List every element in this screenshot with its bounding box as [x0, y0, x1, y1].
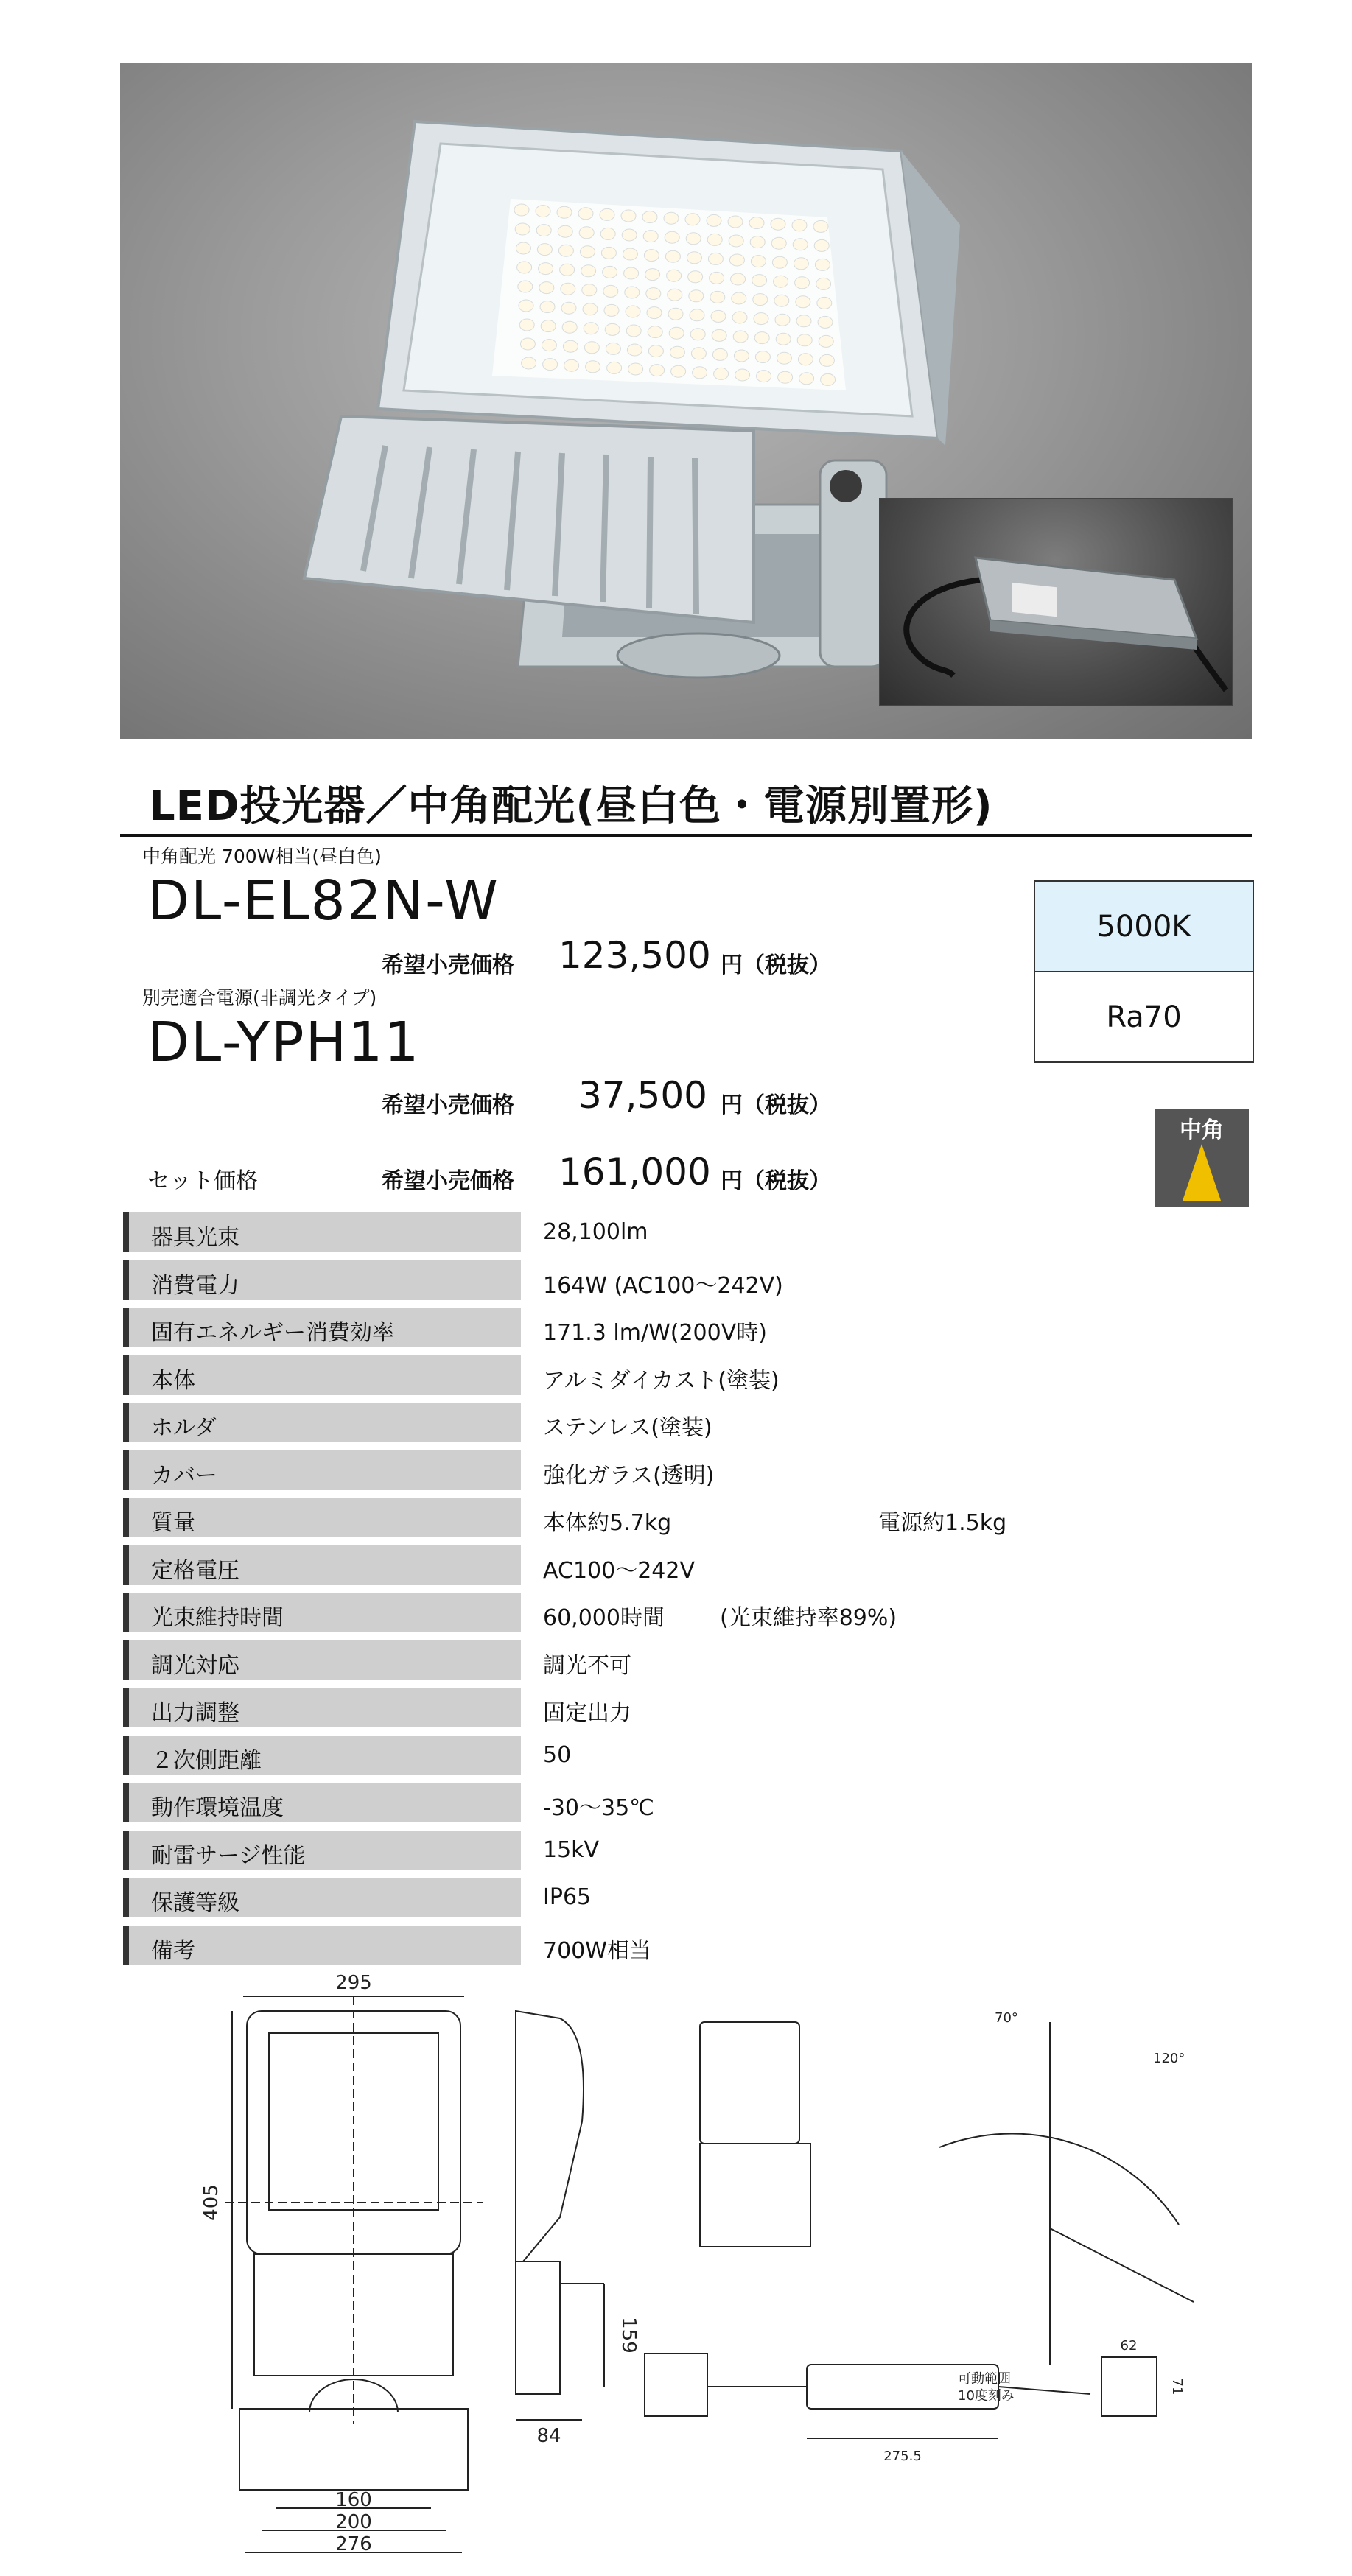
- led-chip: [693, 367, 707, 379]
- led-chip: [687, 252, 701, 264]
- led-chip: [518, 281, 533, 292]
- dim-height-405: 405: [200, 2184, 223, 2221]
- led-chip: [668, 289, 682, 301]
- led-chip: [733, 331, 748, 343]
- spec-row: [123, 1355, 1302, 1395]
- power-model-number: DL-YPH11: [147, 1011, 421, 1074]
- led-chip: [646, 288, 661, 300]
- led-chip: [732, 292, 746, 304]
- led-chip: [754, 313, 768, 325]
- angle-120-label: 120°: [1153, 2051, 1185, 2066]
- led-chip: [626, 306, 640, 317]
- led-chip: [536, 206, 550, 217]
- spec-value: 強化ガラス(透明): [543, 1462, 715, 1489]
- spec-row: [123, 1593, 1302, 1632]
- power-model-caption: 別売適合電源(非調光タイプ): [142, 987, 377, 1008]
- spec-row: [123, 1403, 1302, 1442]
- led-chip: [691, 348, 706, 359]
- led-chip: [734, 350, 749, 362]
- led-chip: [731, 273, 746, 285]
- led-chip: [586, 361, 600, 373]
- led-chip: [753, 294, 768, 306]
- led-chip: [752, 275, 767, 287]
- led-chip: [711, 310, 726, 322]
- led-chip: [776, 333, 791, 345]
- spec-label-cell: [123, 1212, 521, 1252]
- led-chip: [819, 354, 834, 366]
- led-chip: [621, 210, 636, 222]
- spec-label: 動作環境温度: [151, 1795, 284, 1821]
- main-price: 123,500: [558, 934, 711, 977]
- led-chip: [578, 208, 593, 220]
- power-supply-photo: [879, 498, 1233, 706]
- spec-label-cell: [123, 1593, 521, 1632]
- led-chip: [624, 267, 639, 279]
- led-chip: [729, 235, 743, 247]
- spec-label: 器具光束: [151, 1225, 239, 1251]
- dim-width-276: 276: [335, 2533, 372, 2555]
- spec-row: [123, 1260, 1302, 1300]
- led-chip: [537, 244, 552, 256]
- spec-label-cell: [123, 1688, 521, 1727]
- led-chip: [755, 351, 770, 363]
- led-chip: [580, 246, 595, 258]
- led-chip: [689, 290, 704, 302]
- led-chip: [563, 340, 578, 352]
- spec-label: 保護等級: [151, 1890, 239, 1916]
- led-chip: [794, 258, 808, 270]
- spec-label-cell: [123, 1355, 521, 1395]
- power-price: 37,500: [578, 1074, 707, 1117]
- led-chip: [536, 225, 551, 236]
- spec-row: [123, 1831, 1302, 1870]
- led-chip: [821, 373, 836, 385]
- spec-row: [123, 1212, 1302, 1252]
- led-chip: [795, 277, 810, 289]
- dim-width-160: 160: [335, 2489, 372, 2511]
- led-chip: [514, 204, 529, 216]
- spec-label-cell: [123, 1640, 521, 1680]
- led-chip: [562, 321, 577, 333]
- main-price-label: 希望小売価格: [382, 952, 514, 978]
- led-chip: [749, 217, 764, 229]
- led-chip: [815, 259, 830, 270]
- spec-value: 171.3 lm/W(200V時): [543, 1320, 767, 1346]
- led-chip: [644, 250, 659, 262]
- main-price-unit: 円（税抜）: [721, 952, 831, 978]
- led-chip: [650, 365, 665, 376]
- led-chip: [728, 216, 743, 228]
- led-chip: [712, 329, 726, 341]
- led-chip: [579, 227, 594, 239]
- spec-label-cell: [123, 1260, 521, 1300]
- led-chip: [581, 265, 596, 277]
- spec-label: 光束維持時間: [151, 1605, 284, 1631]
- power-supply-illustration: [880, 499, 1232, 705]
- led-chip: [600, 208, 614, 220]
- dim-side-height: 159: [617, 2317, 640, 2354]
- led-chip: [584, 323, 598, 334]
- spec-label: 出力調整: [151, 1700, 239, 1726]
- led-chip: [557, 206, 572, 218]
- spec-row: [123, 1545, 1302, 1585]
- led-chip: [688, 271, 703, 283]
- led-chip: [774, 295, 789, 306]
- spec-value: 本体約5.7kg: [543, 1510, 672, 1536]
- led-chip: [558, 245, 573, 256]
- color-temp-value: 5000K: [1035, 882, 1253, 972]
- spec-value: アルミダイカスト(塗装): [543, 1367, 780, 1394]
- led-chip: [665, 250, 680, 262]
- dim-width-200: 200: [335, 2511, 372, 2533]
- led-chip: [757, 371, 771, 382]
- led-chip: [664, 212, 679, 224]
- led-chip: [712, 348, 727, 360]
- led-chip: [522, 357, 536, 369]
- spec-label: ２次側距離: [151, 1747, 262, 1774]
- led-chip: [796, 315, 811, 327]
- led-chip: [648, 326, 662, 338]
- led-chip: [708, 253, 723, 264]
- spec-value: 15kV: [543, 1836, 600, 1863]
- spec-label-cell: [123, 1498, 521, 1537]
- spec-label-cell: [123, 1878, 521, 1917]
- spec-value: 50: [543, 1741, 572, 1768]
- spec-row: [123, 1688, 1302, 1727]
- led-chip: [671, 365, 686, 377]
- spec-value: IP65: [543, 1884, 592, 1910]
- spec-value-secondary: 電源約1.5kg: [878, 1510, 1007, 1536]
- dim-psu-width: 62: [1120, 2338, 1138, 2354]
- led-chip: [707, 234, 722, 245]
- spec-value: 固定出力: [543, 1700, 631, 1726]
- spec-label: 本体: [151, 1367, 195, 1394]
- spec-value: 28,100lm: [543, 1219, 648, 1245]
- range-note-line2: 10度刻み: [958, 2388, 1015, 2404]
- spec-row: [123, 1450, 1302, 1490]
- spec-label: 調光対応: [151, 1652, 239, 1679]
- spec-label: 消費電力: [151, 1272, 239, 1299]
- led-chip: [750, 236, 765, 248]
- led-chip: [520, 338, 535, 350]
- spec-label-cell: [123, 1308, 521, 1347]
- led-chip: [515, 223, 530, 235]
- led-chip: [645, 269, 660, 281]
- spec-row: [123, 1736, 1302, 1775]
- led-chip: [605, 323, 620, 335]
- spec-row: [123, 1640, 1302, 1680]
- led-chip: [626, 325, 641, 337]
- range-note-line1: 可動範囲: [958, 2371, 1011, 2387]
- led-chip: [686, 233, 701, 245]
- led-chip: [539, 282, 554, 294]
- led-chip: [603, 266, 617, 278]
- led-chip: [561, 302, 576, 314]
- dim-side-depth: 84: [536, 2425, 561, 2447]
- led-chip: [751, 256, 766, 267]
- spec-label-cell: [123, 1736, 521, 1775]
- led-chip: [775, 314, 790, 326]
- led-chip: [539, 263, 553, 275]
- led-chip: [819, 335, 833, 347]
- spec-value: ステンレス(塗装): [543, 1415, 712, 1441]
- led-chip: [667, 270, 682, 281]
- led-chip: [817, 297, 832, 309]
- led-chip: [582, 284, 597, 296]
- led-chip: [541, 320, 556, 332]
- led-chip: [796, 296, 810, 308]
- page-title: LED投光器／中角配光(昼白色・電源別置形): [149, 782, 993, 830]
- led-chip: [623, 248, 637, 260]
- led-chip: [669, 327, 684, 339]
- spec-value: 164W (AC100〜242V): [543, 1272, 783, 1299]
- led-chip: [710, 272, 724, 284]
- spec-label: 耐雷サージ性能: [151, 1842, 306, 1869]
- main-model-caption: 中角配光 700W相当(昼白色): [142, 846, 382, 867]
- spec-label: 質量: [151, 1510, 195, 1536]
- led-chip: [648, 345, 663, 357]
- led-chip: [774, 276, 788, 287]
- led-chip: [670, 346, 684, 358]
- spec-label: カバー: [151, 1462, 217, 1489]
- led-chip: [622, 229, 637, 241]
- led-chip: [690, 329, 705, 340]
- spec-value: 60,000時間: [543, 1605, 665, 1631]
- led-chip: [729, 254, 744, 266]
- led-chip: [771, 237, 786, 249]
- led-chip: [540, 301, 555, 313]
- led-chip: [813, 220, 828, 232]
- led-chip: [799, 373, 814, 385]
- led-chip: [707, 214, 721, 226]
- led-chip: [818, 316, 833, 328]
- led-chip: [519, 319, 534, 331]
- led-chip: [647, 307, 662, 319]
- color-rendering-value: Ra70: [1106, 1000, 1182, 1034]
- led-chip: [714, 368, 729, 379]
- led-chip: [543, 359, 558, 371]
- spec-row: [123, 1878, 1302, 1917]
- led-chip: [771, 218, 785, 230]
- led-chip: [754, 332, 769, 344]
- led-chip: [607, 362, 622, 373]
- title-divider: [120, 834, 1252, 837]
- led-chip: [601, 247, 616, 259]
- led-chip: [542, 340, 556, 351]
- dim-psu-length: 275.5: [883, 2449, 922, 2464]
- led-chip: [564, 359, 579, 371]
- color-temperature-box: [1034, 880, 1254, 1063]
- beam-cone-icon: [1183, 1144, 1221, 1201]
- led-chip: [560, 264, 575, 276]
- led-chip: [735, 369, 750, 381]
- set-price: 161,000: [558, 1151, 711, 1193]
- led-chip: [685, 214, 700, 225]
- led-chip: [690, 309, 704, 321]
- spec-label-cell: [123, 1783, 521, 1822]
- beam-angle-label: 中角: [1180, 1117, 1224, 1143]
- spec-value: AC100〜242V: [543, 1557, 695, 1584]
- spec-row: [123, 1308, 1302, 1347]
- led-chip: [603, 285, 618, 297]
- led-chip: [797, 334, 812, 346]
- angle-70-label: 70°: [995, 2010, 1018, 2026]
- power-price-label: 希望小売価格: [382, 1092, 514, 1118]
- spec-value: 700W相当: [543, 1937, 651, 1964]
- led-chip: [668, 308, 683, 320]
- spec-value-secondary: (光束維持率89%): [720, 1605, 897, 1631]
- led-chip: [516, 242, 530, 254]
- spec-row: [123, 1498, 1302, 1537]
- led-chip: [625, 287, 640, 298]
- led-chip: [793, 239, 808, 250]
- led-chip: [604, 304, 619, 316]
- led-chip: [778, 371, 793, 383]
- led-chip: [798, 354, 813, 365]
- led-chip: [792, 220, 807, 231]
- led-chip: [606, 343, 620, 354]
- spec-label-cell: [123, 1403, 521, 1442]
- led-chip: [777, 352, 791, 364]
- set-price-unit: 円（税抜）: [721, 1168, 831, 1194]
- led-chip: [561, 283, 575, 295]
- led-chip: [584, 342, 599, 354]
- led-chip: [642, 211, 657, 223]
- led-chip: [732, 312, 747, 323]
- led-chip: [816, 278, 831, 289]
- spec-label-cell: [123, 1450, 521, 1490]
- dim-width-295: 295: [335, 1972, 372, 1994]
- set-price-label: 希望小売価格: [382, 1168, 514, 1194]
- led-chip: [710, 291, 725, 303]
- led-chip: [627, 344, 642, 356]
- spec-label: 備考: [151, 1937, 195, 1964]
- led-chip: [600, 228, 615, 239]
- spec-label: 定格電圧: [151, 1557, 239, 1584]
- spec-label-cell: [123, 1831, 521, 1870]
- led-chip: [643, 231, 658, 242]
- spec-row: [123, 1783, 1302, 1822]
- led-chip: [583, 303, 598, 315]
- spec-value: -30〜35℃: [543, 1795, 654, 1821]
- led-chip: [772, 256, 787, 268]
- led-chip: [519, 300, 533, 312]
- spec-value: 調光不可: [543, 1652, 631, 1679]
- spec-label-cell: [123, 1545, 521, 1585]
- spec-label: ホルダ: [151, 1415, 217, 1441]
- led-chip: [517, 262, 532, 273]
- led-chip: [814, 239, 829, 251]
- dimension-drawings: [0, 1952, 1352, 2576]
- set-price-caption: セット価格: [147, 1168, 258, 1194]
- dim-psu-height: 71: [1169, 2378, 1185, 2396]
- spec-label: 固有エネルギー消費効率: [151, 1320, 394, 1346]
- power-price-unit: 円（税抜）: [721, 1092, 831, 1118]
- beam-angle-badge: [1155, 1109, 1249, 1207]
- led-chip: [665, 231, 679, 243]
- led-chip: [558, 225, 572, 237]
- led-chip: [628, 363, 643, 375]
- main-model-number: DL-EL82N-W: [147, 869, 500, 933]
